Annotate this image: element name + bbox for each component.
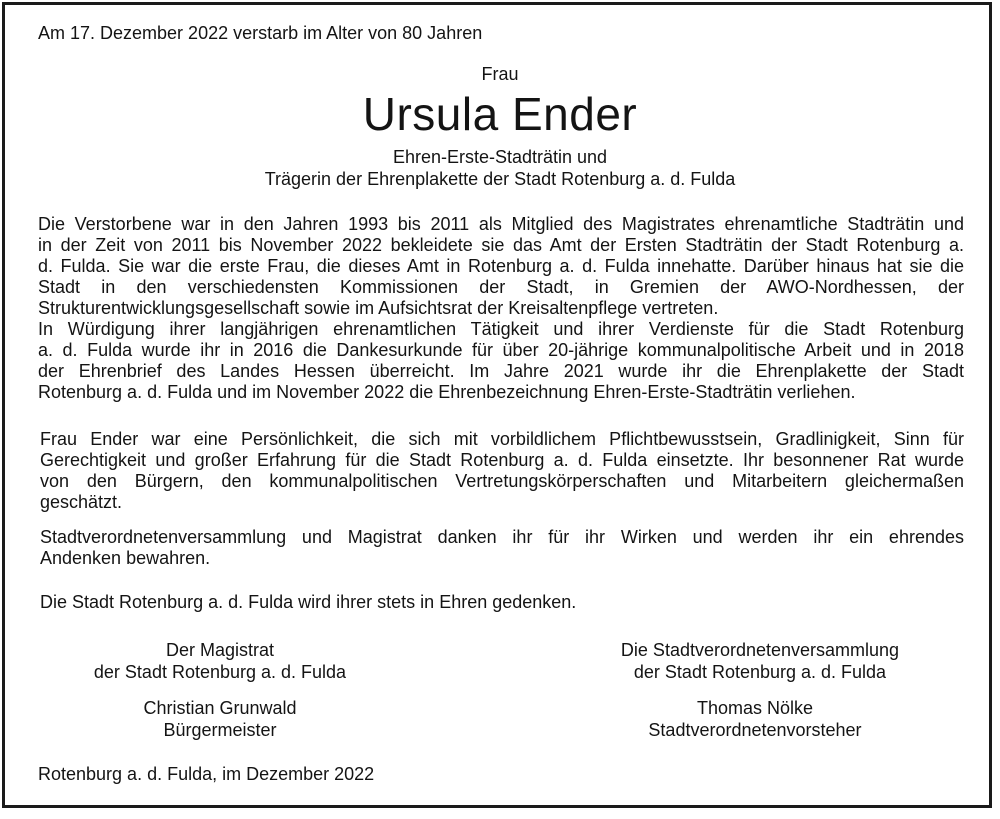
paragraph-line: Stadtverordnetenversammlung und Magistrat danken ihr für ihr Wirken und werden ihr ein ehrendes (40, 527, 964, 547)
paragraph-line: Frau Ender war eine Persönlichkeit, die sich mit vorbildlichem Pflichtbewusstsein, Gradlinigkeit, Sinn für (40, 429, 964, 449)
place-and-date: Rotenburg a. d. Fulda, im Dezember 2022 (38, 764, 375, 784)
paragraph-line: a. d. Fulda wurde ihr in 2016 die Dankesurkunde für über 20-jährige kommunalpolitische Arbeit und in 2018 (38, 340, 964, 360)
paragraph-remembrance: Die Stadt Rotenburg a. d. Fulda wird ihrer stets in Ehren gedenken. (40, 592, 577, 612)
signature-left-org-line2: der Stadt Rotenburg a. d. Fulda (93, 662, 347, 682)
signature-left-org-line1: Der Magistrat (165, 640, 275, 660)
paragraph-line: geschätzt. (40, 492, 123, 512)
paragraph-line: in der Zeit von 2011 bis November 2022 bekleidete sie das Amt der Ersten Stadträtin der Stadt Rotenburg a. (38, 235, 964, 255)
deceased-name: Ursula Ender (362, 88, 638, 140)
paragraph-line: von den Bürgern, den kommunalpolitischen Vertretungskörperschaften und Mitarbeitern gleichermaßen (40, 471, 964, 491)
paragraph-thanks (40, 527, 964, 569)
signature-right-org-line1: Die Stadtverordnetenversammlung (620, 640, 900, 660)
paragraph-line: der Ehrenbrief des Landes Hessen überreicht. Im Jahre 2021 wurde ihr die Ehrenplakette der Stadt (38, 361, 964, 381)
honorary-title-line2: Trägerin der Ehrenplakette der Stadt Rotenburg a. d. Fulda (264, 169, 736, 189)
intro-text: Am 17. Dezember 2022 verstarb im Alter von 80 Jahren (38, 23, 483, 43)
paragraph-line: Gerechtigkeit und großer Erfahrung für die Stadt Rotenburg a. d. Fulda einsetzte. Ihr besonnener Rat wurde (40, 450, 964, 470)
paragraph-line: d. Fulda. Sie war die erste Frau, die dieses Amt in Rotenburg a. d. Fulda innehatte. Darüber hinaus hat sie die (38, 256, 964, 276)
paragraph-line: Andenken bewahren. (40, 548, 211, 568)
paragraph-biography (38, 214, 964, 403)
paragraph-line: Strukturentwicklungsgesellschaft sowie im Aufsichtsrat der Kreisaltenpflege vertreten. (38, 298, 719, 318)
paragraph-personality (40, 429, 964, 513)
signature-left-person: Christian Grunwald (143, 698, 297, 718)
paragraph-line: Rotenburg a. d. Fulda und im November 2022 die Ehrenbezeichnung Ehren-Erste-Stadträtin verliehen. (38, 382, 856, 402)
signature-right-person: Thomas Nölke (696, 698, 814, 718)
signature-left-role: Bürgermeister (163, 720, 277, 740)
salutation: Frau (481, 64, 519, 84)
honorary-title-line1: Ehren-Erste-Stadträtin und (392, 147, 608, 167)
paragraph-line: Die Verstorbene war in den Jahren 1993 bis 2011 als Mitglied des Magistrates ehrenamtliche Stadträtin und (38, 214, 964, 234)
signature-right-org-line2: der Stadt Rotenburg a. d. Fulda (633, 662, 887, 682)
paragraph-line: In Würdigung ihrer langjährigen ehrenamtlichen Tätigkeit und ihrer Verdienste für die Stadt Rotenburg (38, 319, 964, 339)
signature-right-role: Stadtverordnetenvorsteher (648, 720, 862, 740)
paragraph-line: Stadt in den verschiedensten Kommissionen der Stadt, in Gremien der AWO-Nordhessen, der (38, 277, 964, 297)
